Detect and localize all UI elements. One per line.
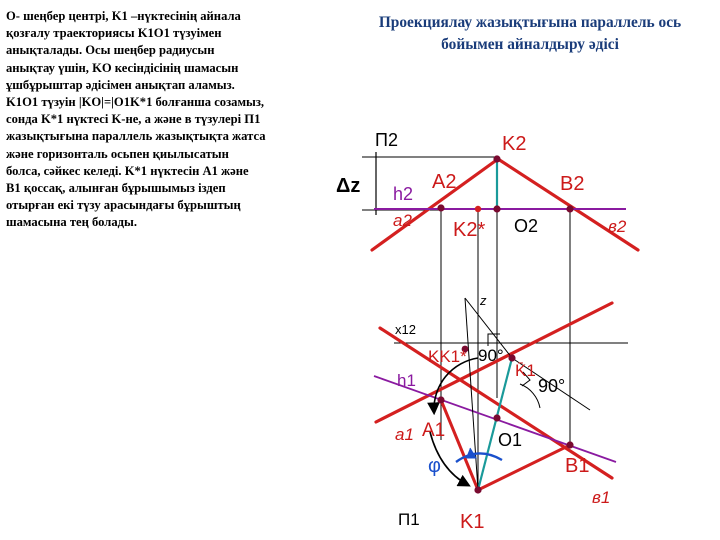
label-k2: K2 [502, 133, 527, 155]
point-b1 [566, 441, 573, 448]
label-b1: B1 [565, 455, 590, 477]
description-line: K1O1 түзуін |KO|=|O1K*1 болғанша созамыз, [6, 95, 265, 110]
label-p1: П1 [398, 510, 420, 529]
description-line: сонда K*1 нүктесі K-не, a және в түзулері П1 [6, 112, 261, 127]
label-h2: h2 [393, 184, 414, 204]
label-kk1: KK1* [428, 347, 467, 366]
label-deg90-a: 90° [478, 346, 504, 365]
description-line: отырған екі түзу арасындағы бұрыштың [6, 198, 241, 213]
label-z: z [480, 293, 487, 308]
dz-dimension [362, 152, 498, 215]
label-p2: П2 [375, 130, 398, 150]
frontal-lines [372, 159, 638, 250]
label-k2-star: K2* [453, 219, 486, 241]
label-v2-line: в2 [608, 217, 627, 236]
label-k1: K1 [460, 511, 485, 533]
angle-90-arc [520, 384, 540, 408]
label-b2: B2 [560, 173, 585, 195]
point-a2 [437, 204, 444, 211]
point-b2 [566, 205, 573, 212]
label-o2: O2 [514, 216, 539, 236]
label-phi: φ [428, 455, 441, 477]
label-h1: h1 [397, 371, 416, 390]
point-k2-star [475, 206, 481, 212]
label-dz: Δz [336, 175, 361, 197]
label-o1: O1 [498, 430, 523, 450]
description-line: O- шеңбер центрі, K1 –нүктесінің айнала [6, 9, 241, 23]
label-a2: A2 [432, 171, 457, 193]
description-line: қозғалу траекториясы K1O1 түзуімен [6, 26, 222, 41]
label-a1: A1 [422, 420, 446, 441]
point-k2 [493, 155, 500, 162]
description-line: болса, сәйкес келеді. K*1 нүктесін A1 және [6, 163, 249, 178]
point-k1 [474, 486, 481, 493]
point-a1 [437, 396, 444, 403]
slide-title-line-1: Проекциялау жазықтығына параллель ось [378, 14, 682, 31]
point-o1 [493, 414, 500, 421]
point-o2 [493, 205, 500, 212]
slide-title-line-2: бойымен айналдыру әдісі [441, 36, 619, 53]
description-line: анықтау үшін, KO кесіндісінің шамасын [6, 60, 239, 75]
label-v1-line: в1 [592, 488, 611, 507]
label-k1-bar: K̄1 [515, 361, 536, 380]
description-line: және горизонталь осьпен қиылысатын [6, 146, 229, 161]
description-line: шамасына тең болады. [6, 215, 137, 230]
description-line: B1 қоссақ, алынған бұрышымыз іздеп [6, 181, 226, 196]
description-line: жазықтығына параллель жазықтықта жатса [6, 129, 266, 144]
label-a1-line: a1 [395, 425, 414, 444]
label-x12: x12 [395, 322, 416, 337]
label-deg90-b: 90° [538, 376, 566, 396]
label-a2-line: a2 [393, 211, 412, 230]
description-line: анықталады. Осы шеңбер радиусын [6, 43, 215, 58]
description-line: ұшбұрыштар әдісімен анықтап аламыз. [6, 77, 235, 92]
